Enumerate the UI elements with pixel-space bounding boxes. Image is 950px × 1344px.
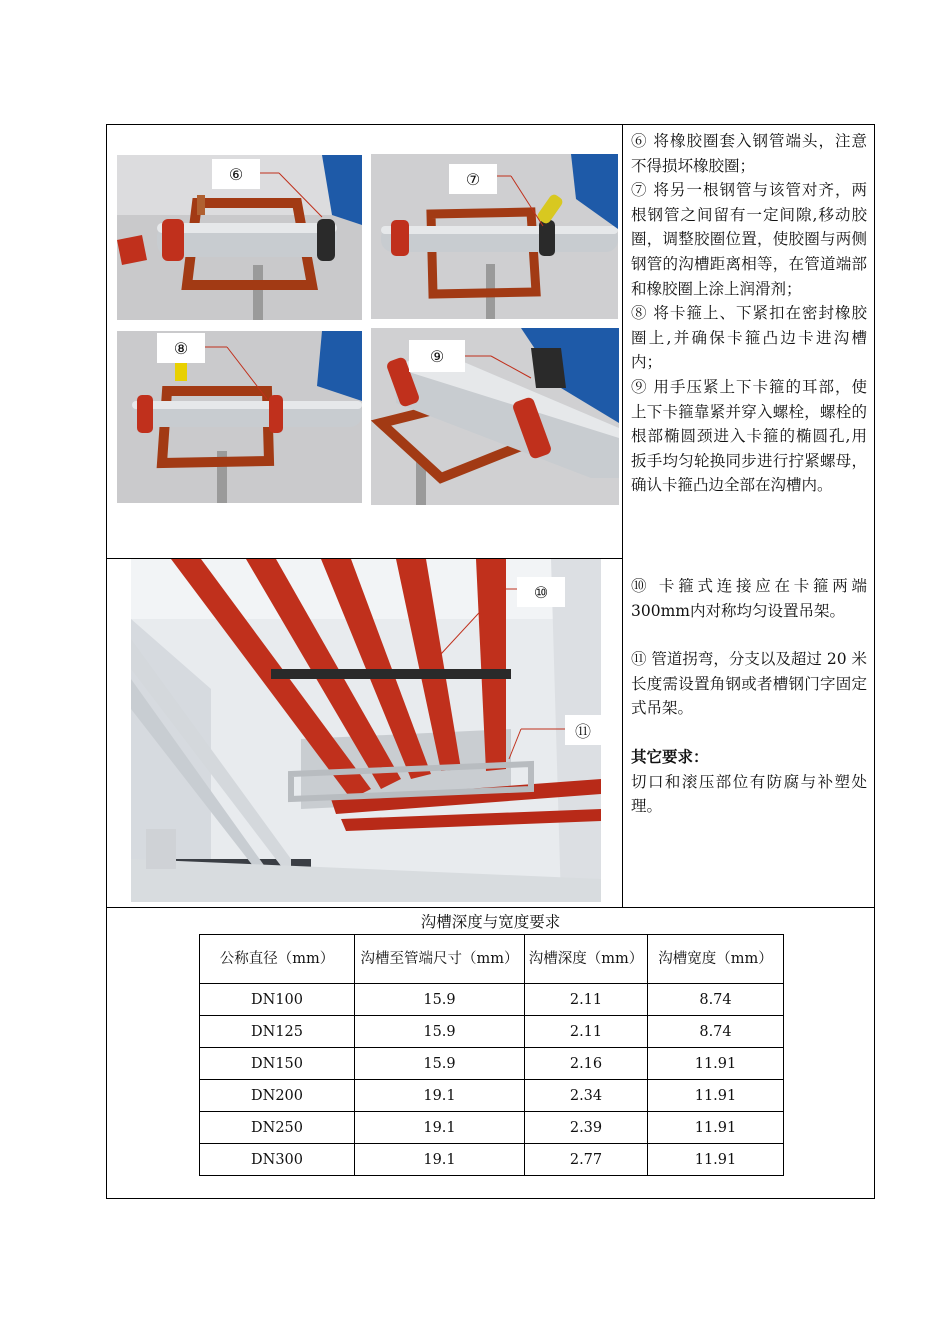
callout-7: ⑦: [449, 164, 497, 194]
table-row: [200, 1080, 784, 1112]
header-groove-to-end: 沟槽至管端尺寸（mm）: [355, 935, 525, 984]
table-row: [200, 984, 784, 1016]
cell-width: 11.91: [648, 1112, 784, 1144]
cell-depth: 2.77: [525, 1144, 648, 1176]
table-row: [200, 1112, 784, 1144]
cell-groove-to-end: 19.1: [355, 1080, 525, 1112]
step-11-text: ⑪ 管道拐弯，分支以及超过 20 米长度需设置角钢或者槽钢门字固定式吊架。: [631, 650, 868, 718]
table-row: [200, 1048, 784, 1080]
photo-step-8: [117, 331, 362, 503]
step-9-text: ⑨ 用手压紧上下卡箍的耳部，使上下卡箍靠紧并穿入螺栓，螺栓的根部椭圆颈进入卡箍的椭圆孔,用扳手均匀轮换同步进行拧紧螺母，确认卡箍凸边全部在沟槽内。: [631, 377, 867, 495]
header-groove-depth: 沟槽深度（mm）: [525, 935, 648, 984]
other-requirements-title: 其它要求：: [631, 746, 709, 766]
steps-6-9: [631, 129, 867, 498]
cell-depth: 2.16: [525, 1048, 648, 1080]
callout-9: ⑨: [409, 340, 465, 372]
cell-width: 11.91: [648, 1080, 784, 1112]
cell-width: 11.91: [648, 1144, 784, 1176]
row-divider-table: [107, 907, 874, 908]
callout-8: ⑧: [157, 333, 205, 363]
cell-groove-to-end: 15.9: [355, 984, 525, 1016]
photo-step-7: [371, 154, 618, 319]
step-10-text: ⑩ 卡箍式连接应在卡箍两端300mm内对称均匀设置吊架。: [631, 577, 867, 620]
column-divider: [622, 125, 623, 908]
cell-depth: 2.39: [525, 1112, 648, 1144]
step-7-text: ⑦ 将另一根钢管与该管对齐，两根钢管之间留有一定间隙,移动胶圈，调整胶圈位置，使胶圈与两侧钢管的沟槽距离相等，在管道端部和橡胶圈上涂上润滑剂；: [631, 181, 867, 298]
header-nominal-diameter: 公称直径（mm）: [200, 935, 355, 984]
cell-diameter: DN300: [200, 1144, 355, 1176]
cell-depth: 2.11: [525, 984, 648, 1016]
photo-step-9: [371, 328, 619, 505]
cell-width: 8.74: [648, 984, 784, 1016]
steps-10-other: [631, 574, 867, 819]
callout-6: ⑥: [212, 159, 260, 189]
step-6-text: ⑥ 将橡胶圈套入钢管端头，注意不得损坏橡胶圈；: [631, 132, 867, 175]
cell-diameter: DN250: [200, 1112, 355, 1144]
cell-groove-to-end: 15.9: [355, 1016, 525, 1048]
cell-diameter: DN200: [200, 1080, 355, 1112]
callout-10: ⑩: [517, 577, 565, 607]
header-groove-width: 沟槽宽度（mm）: [648, 935, 784, 984]
table-title: 沟槽深度与宽度要求: [420, 913, 561, 931]
photo-hangers: [131, 559, 601, 902]
cell-diameter: DN100: [200, 984, 355, 1016]
cell-groove-to-end: 19.1: [355, 1144, 525, 1176]
step-8-text: ⑧ 将卡箍上、下紧扣在密封橡胶圈上,并确保卡箍凸边卡进沟槽内；: [631, 304, 867, 372]
cell-depth: 2.11: [525, 1016, 648, 1048]
cell-diameter: DN150: [200, 1048, 355, 1080]
cell-diameter: DN125: [200, 1016, 355, 1048]
callout-11: ⑪: [565, 715, 601, 745]
table-row: [200, 1144, 784, 1176]
cell-depth: 2.34: [525, 1080, 648, 1112]
cell-groove-to-end: 19.1: [355, 1112, 525, 1144]
document-frame: [106, 124, 875, 1199]
table-header-row: [200, 935, 784, 984]
table-row: [200, 1016, 784, 1048]
cell-width: 11.91: [648, 1048, 784, 1080]
other-requirements-text: 切口和滚压部位有防腐与补塑处理。: [631, 772, 867, 816]
cell-width: 8.74: [648, 1016, 784, 1048]
cell-groove-to-end: 15.9: [355, 1048, 525, 1080]
photo-step-6: [117, 155, 362, 320]
groove-spec-table: [199, 934, 784, 1176]
